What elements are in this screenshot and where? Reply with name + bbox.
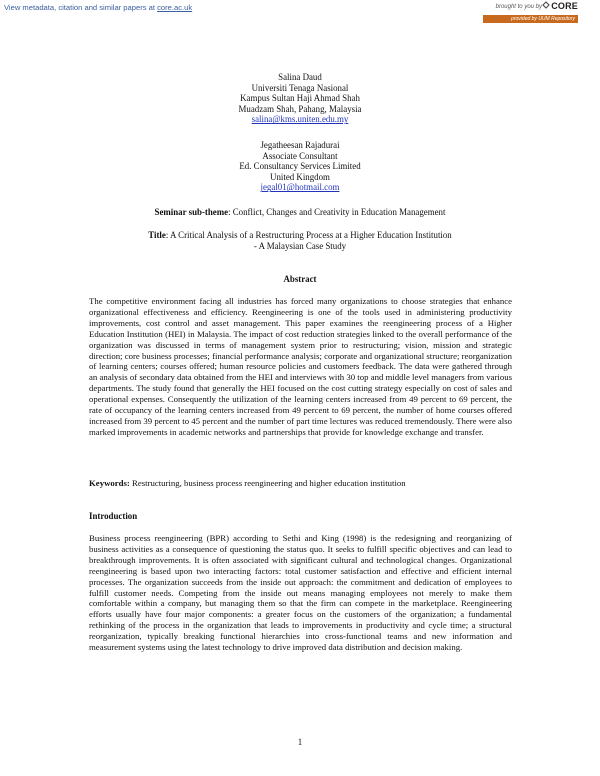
- author-2-name: Jegatheesan Rajadurai: [260, 140, 340, 150]
- seminar-label: Seminar sub-theme: [154, 207, 229, 217]
- paper-title: [0, 230, 600, 251]
- seminar-text: : Conflict, Changes and Creativity in Education Management: [228, 207, 446, 217]
- introduction-paragraph: Business process reengineering (BPR) according to Sethi and King (1998) is the redesigning and reorganizing of business activities as a consequence of questioning the status quo. It seeks to fulfill specific objectives and can lead to breakthrough improvements. It is often associated with significant cultural and technological changes. Organizational reengineering is based upon two interacting factors: total customer satisfaction and effective and efficient internal processes. The organization succeeds from the inside out approach: the commitment and dedication of employees to fulfill customer needs. Competing from the inside out means managing employees not merely to make them comfortable within a company, but managing them so that the firm can compete in the marketplace. Reengineering efforts usually have four major components: a greater focus on the customers of the organization; a fundamental rethinking of the process in the organization that leads to improvements in productivity and cycle time; a structural reorganization, typically breaking functional hierarchies into cross-functional teams and new information and measurement systems using the latest technology to drive improved data distribution and decision making.: [89, 533, 512, 653]
- core-logo-text[interactable]: CORE: [551, 1, 578, 11]
- author-2-email-link[interactable]: jegal01@hotmail.com: [260, 182, 340, 193]
- keywords-line: [89, 478, 512, 489]
- abstract-body: [89, 296, 512, 438]
- author-1-email-link[interactable]: salina@kms.uniten.edu.my: [251, 114, 349, 125]
- introduction-body: [89, 533, 512, 653]
- author-1-affiliation-line: Kampus Sultan Haji Ahmad Shah: [240, 93, 360, 104]
- provided-by-badge: provided by UUM Repository: [483, 15, 578, 23]
- author-1-affiliation-line: Universiti Tenaga Nasional: [251, 82, 349, 93]
- title-line-1: : A Critical Analysis of a Restructuring Process at a Higher Education Institution: [165, 230, 452, 240]
- abstract-heading: [0, 274, 600, 285]
- title-line-2: - A Malaysian Case Study: [253, 240, 347, 251]
- keywords-label: Keywords:: [89, 478, 130, 488]
- author-1-affiliation-line: Muadzam Shah, Pahang, Malaysia: [238, 103, 362, 114]
- author-2-affiliation-line: Ed. Consultancy Services Limited: [239, 161, 361, 172]
- keywords-text: Restructuring, business process reengineering and higher education institution: [129, 478, 406, 488]
- author-2-affiliation-line: United Kingdom: [270, 171, 330, 182]
- introduction-heading: Introduction: [89, 511, 138, 521]
- author-2-block: [0, 140, 600, 193]
- abstract-paragraph: The competitive environment facing all industries has forced many organizations to choose strategies that enhance organizational effectiveness and efficiency. Reengineering is one of the tools used in administering productivity improvements, cost control and asset management. This paper examines the reengineering process of a Higher Education Institution (HEI) in Malaysia. The impact of cost reduction strategies linked to the overall performance of the organization was discussed in terms of management system prior to restructuring; vision, mission and strategic direction; core business processes; financial performance analysis; corporate and organizational structure; reorganization of learning centers; courses offered; human resource policies and customers feedback. The data were gathered through an analysis of secondary data obtained from the HEI and interviews with 30 top and middle level managers from various departments. The study found that generally the HEI focused on the cost cutting strategy especially on cost of sales and operational expenses. Consequently the utilization of the learning centers increased from 49 percent to 69 percent, the rate of occupancy of the learning centers increased from 49 percent to 69 percent, the number of home courses offered increased from 39 percent to 45 percent and the number of part time lectures was reduced tremendously. There were also marked improvements in academic networks and partnerships that provide for knowledge exchange and transfer.: [89, 296, 512, 437]
- title-label: Title: [148, 230, 166, 240]
- core-logo-icon: [542, 1, 550, 11]
- author-1-block: [0, 72, 600, 125]
- author-1-name: Salina Daud: [278, 72, 322, 82]
- metadata-link-line: [4, 3, 192, 12]
- abstract-heading-text: Abstract: [283, 274, 317, 284]
- page-number: 1: [297, 737, 303, 747]
- metadata-link-prefix: View metadata, citation and similar papers at: [4, 3, 158, 12]
- seminar-subtheme: [0, 207, 600, 218]
- core-banner: [0, 0, 600, 24]
- core-link[interactable]: core.ac.uk: [157, 3, 193, 12]
- author-2-affiliation-line: Associate Consultant: [262, 150, 338, 161]
- brought-to-you-text: brought to you by: [495, 4, 542, 10]
